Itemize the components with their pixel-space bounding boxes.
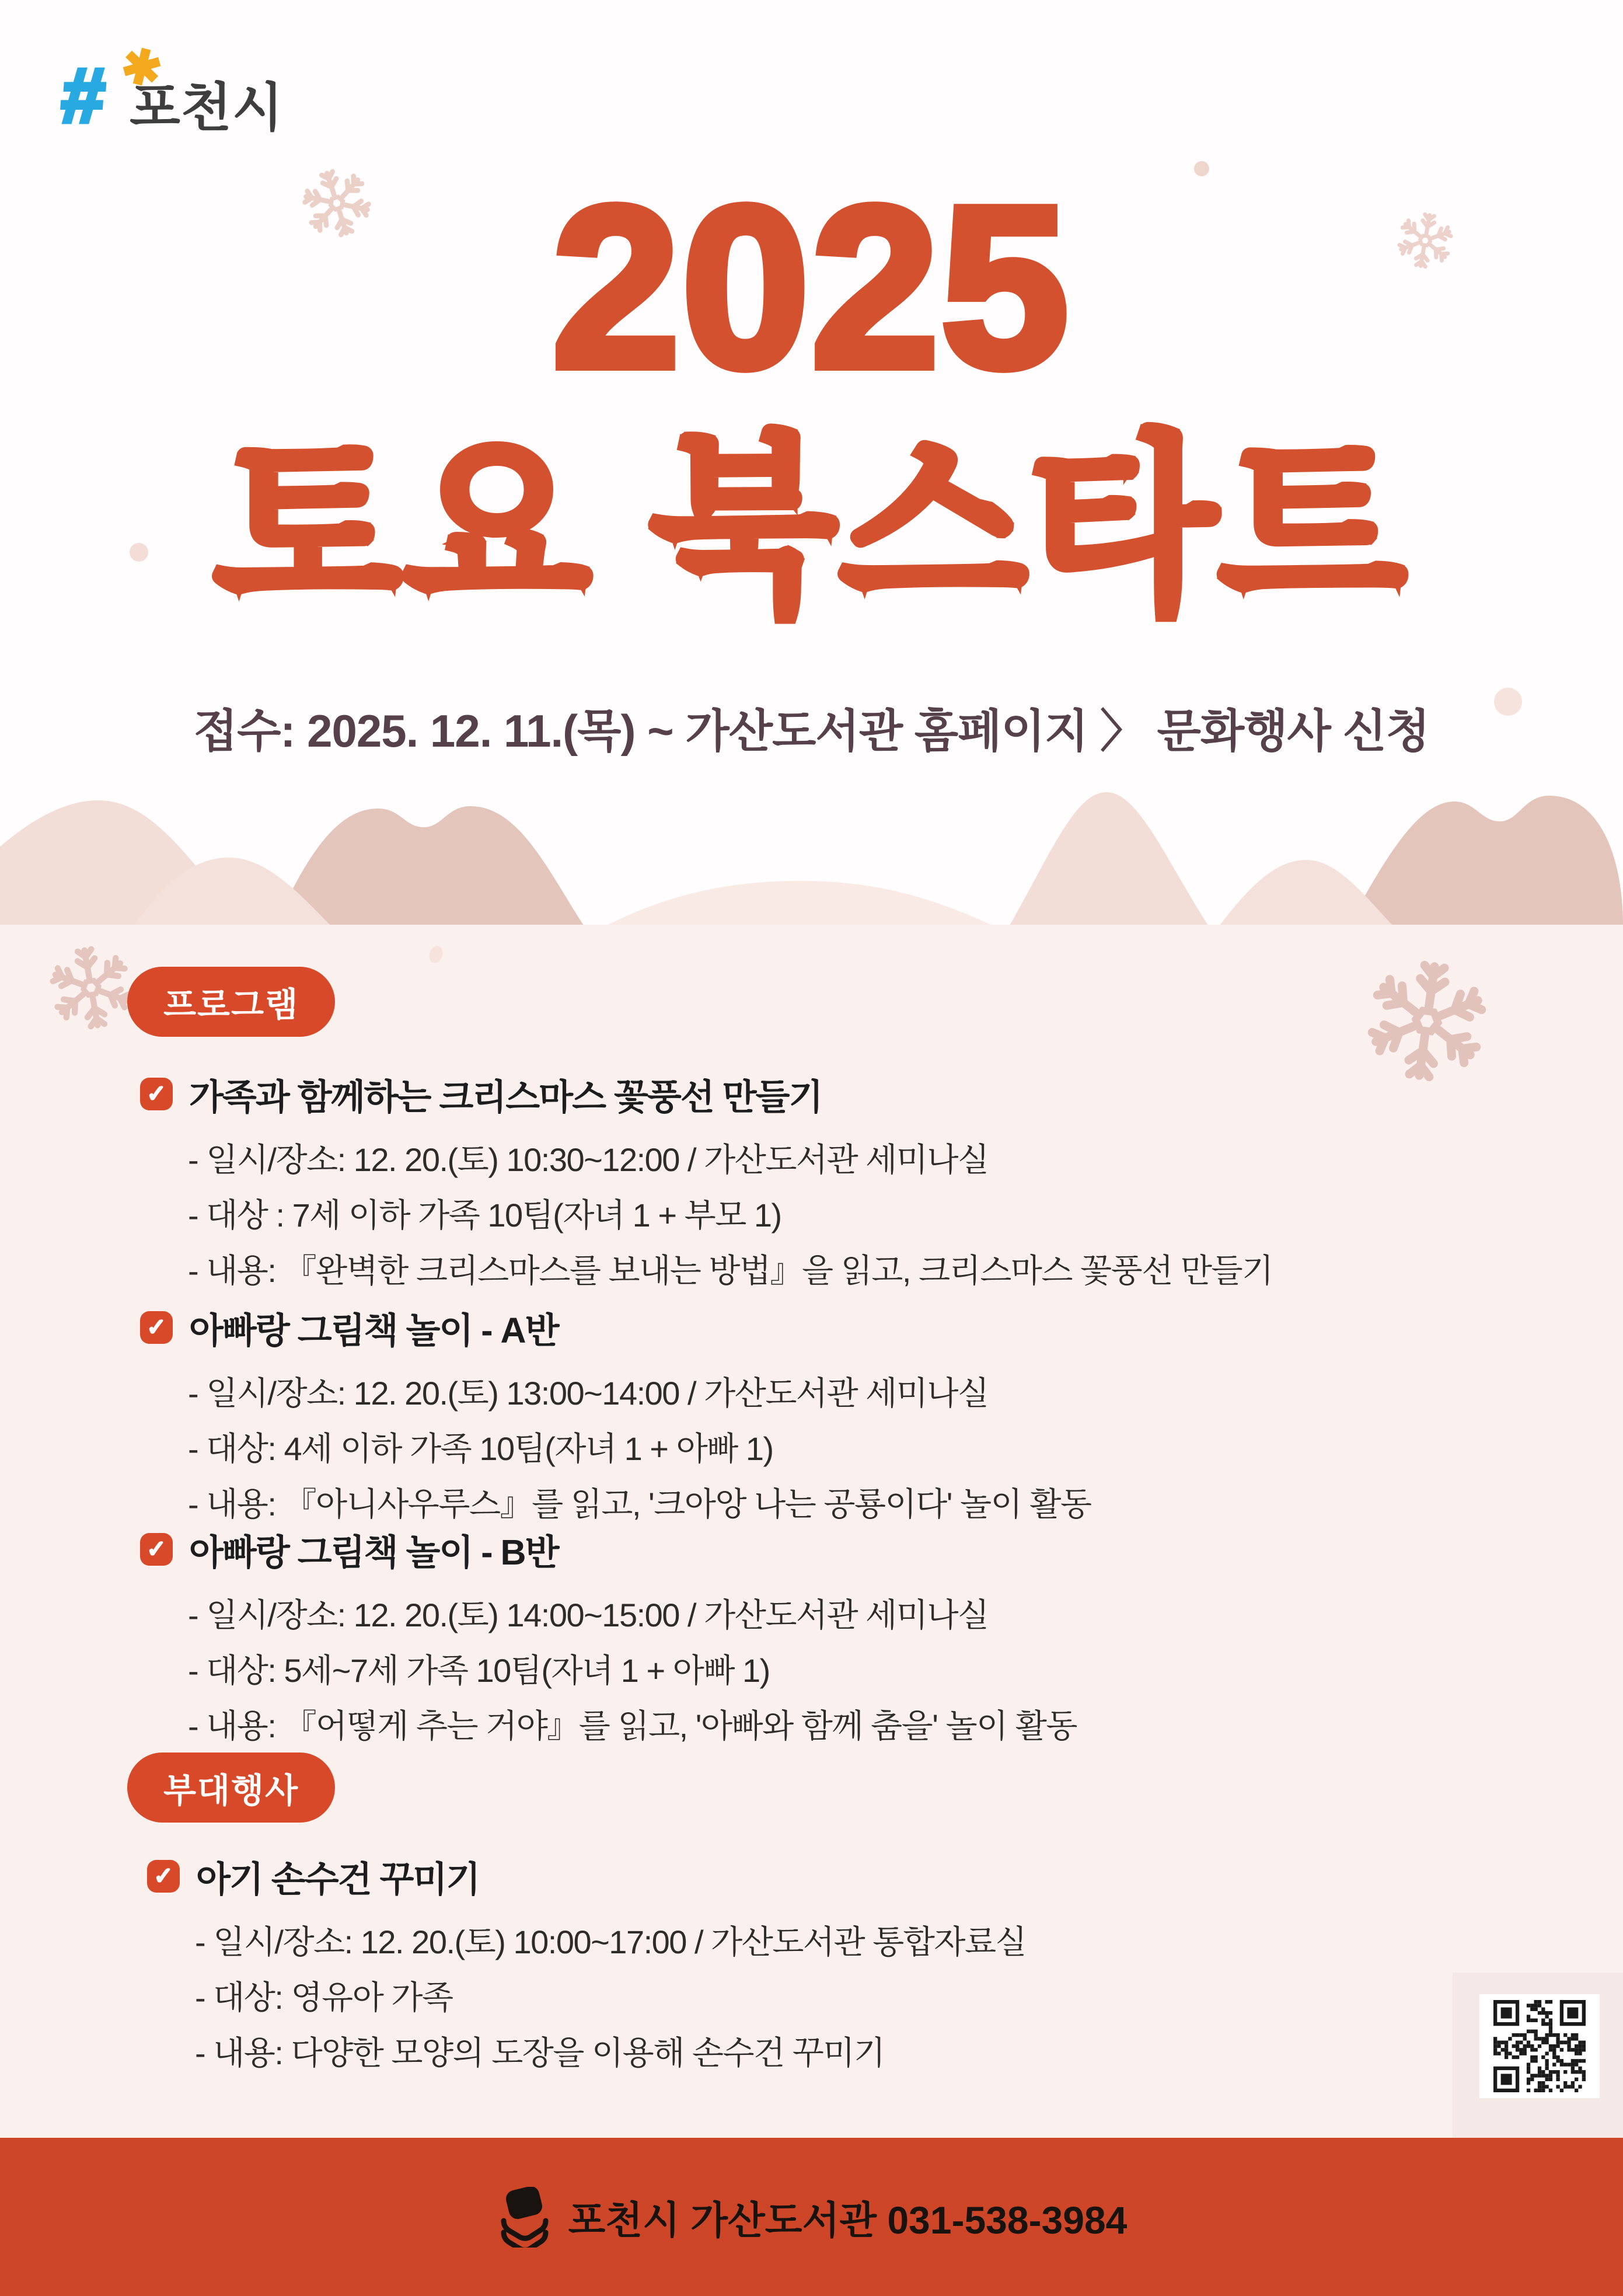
side-event-title: 아기 손수건 꾸미기	[196, 1859, 480, 1899]
program-badge-label: 프로그램	[163, 986, 299, 1024]
checkmark-icon: ✓	[146, 1537, 166, 1562]
snowflake-icon	[41, 938, 141, 1037]
side-event-detail-target: - 대상: 영유아 가족	[195, 1979, 453, 2016]
program-detail-datetime: - 일시/장소: 12. 20.(토) 14:00~15:00 / 가산도서관 세미나실	[188, 1597, 989, 1633]
program-detail-datetime: - 일시/장소: 12. 20.(토) 13:00~14:00 / 가산도서관 세미나실	[188, 1375, 989, 1412]
program-detail-target: - 대상: 4세 이하 가족 10팀(자녀 1 + 아빠 1)	[188, 1430, 773, 1467]
program-detail-datetime: - 일시/장소: 12. 20.(토) 10:30~12:00 / 가산도서관 세미나실	[188, 1141, 989, 1178]
qr-panel	[1453, 1973, 1623, 2138]
side-event-detail-content: - 내용: 다양한 모양의 도장을 이용해 손수건 꾸미기	[195, 2034, 885, 2071]
pocheon-city-logo	[58, 37, 330, 152]
footer-bar	[0, 2138, 1623, 2296]
program-detail-content: - 내용: 『완벽한 크리스마스를 보내는 방법』을 읽고, 크리스마스 꽃풍선 만들기	[188, 1252, 1273, 1289]
snowflake-icon	[1356, 950, 1498, 1092]
book-stack-icon	[496, 2187, 550, 2248]
side-event-item	[147, 1858, 1026, 2072]
logo-asterisk-icon: ✱	[116, 37, 167, 99]
logo-city-name: 포천시	[130, 79, 284, 137]
qr-code	[1493, 2000, 1586, 2092]
program-title: 아빠랑 그림책 놀이 - A반	[189, 1310, 559, 1350]
program-item	[140, 1531, 1077, 1745]
program-title: 아빠랑 그림책 놀이 - B반	[189, 1532, 559, 1572]
side-event-section-badge	[127, 1753, 335, 1823]
qr-card	[1479, 1994, 1600, 2098]
program-section-badge	[127, 967, 335, 1037]
poster-title-year: 2025	[552, 159, 1071, 415]
checkbox-icon	[140, 1078, 173, 1110]
poster-title-main: 토요 북스타트	[214, 419, 1409, 635]
hills-illustration	[0, 784, 1623, 925]
program-title: 가족과 함께하는 크리스마스 꽃풍선 만들기	[189, 1076, 822, 1117]
registration-info: 접수: 2025. 12. 11.(목) ~ 가산도서관 홈페이지 〉 문화행사 신청	[193, 705, 1430, 757]
checkbox-icon	[147, 1860, 180, 1893]
checkbox-icon	[140, 1311, 173, 1344]
program-item	[140, 1309, 1091, 1523]
side-event-detail-datetime: - 일시/장소: 12. 20.(토) 10:00~17:00 / 가산도서관 통합자료실	[195, 1924, 1027, 1960]
side-event-badge-label: 부대행사	[163, 1772, 299, 1810]
program-detail-content: - 내용: 『아니사우루스』를 읽고, '크아앙 나는 공룡이다' 놀이 활동	[188, 1486, 1091, 1522]
logo-hashtag-icon: #	[58, 53, 108, 138]
program-item	[140, 1075, 1273, 1290]
program-detail-target: - 대상 : 7세 이하 가족 10팀(자녀 1 + 부모 1)	[188, 1197, 781, 1234]
program-detail-target: - 대상: 5세~7세 가족 10팀(자녀 1 + 아빠 1)	[188, 1652, 770, 1689]
checkmark-icon: ✓	[146, 1315, 166, 1340]
library-contact: 포천시 가산도서관 031-538-3984	[568, 2199, 1128, 2242]
checkbox-icon	[140, 1533, 173, 1566]
checkmark-icon: ✓	[153, 1863, 173, 1889]
checkmark-icon: ✓	[146, 1081, 166, 1107]
program-detail-content: - 내용: 『어떻게 추는 거야』를 읽고, '아빠와 함께 춤을' 놀이 활동	[188, 1708, 1077, 1744]
